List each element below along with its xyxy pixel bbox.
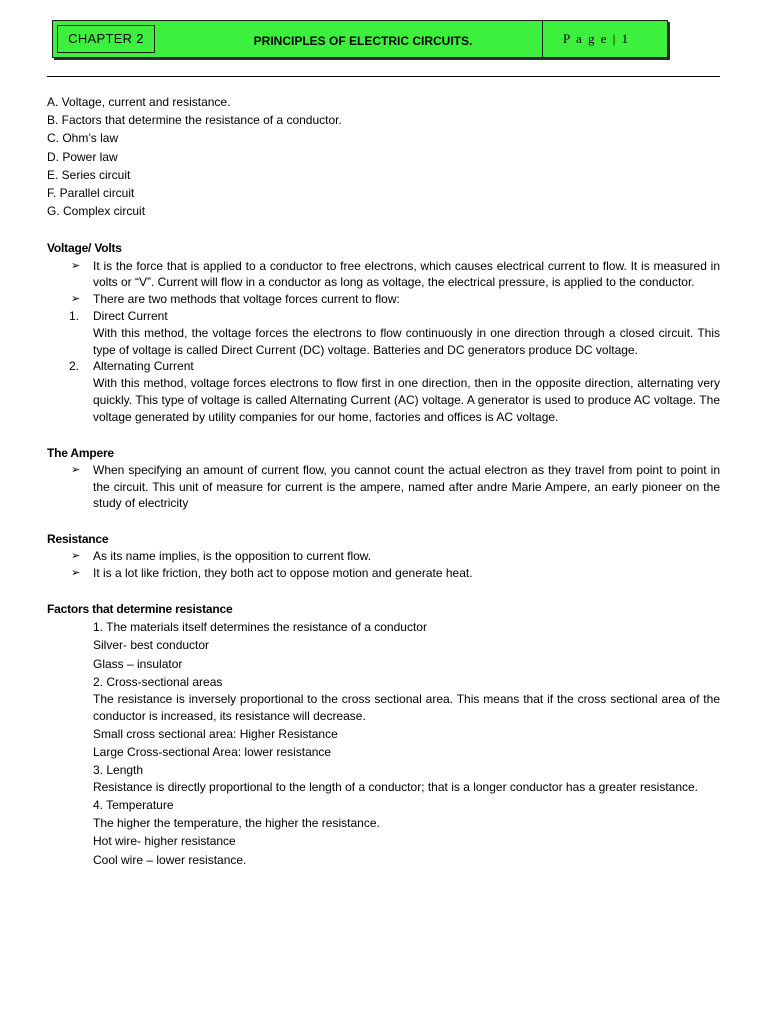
factor-line: The resistance is inversely proportional to the cross sectional area. This means that if the cross sectional area of the conductor is increased, its resistance will decrease. — [93, 692, 720, 723]
factor-line: The higher the temperature, the higher the resistance. — [93, 816, 380, 831]
method-item — [47, 358, 720, 375]
bullet-text: There are two methods that voltage forces current to flow: — [93, 292, 400, 307]
chapter-header — [52, 20, 668, 58]
section-title-resistance: Resistance — [47, 532, 109, 547]
method-item — [47, 308, 720, 325]
voltage-bullet — [47, 291, 720, 308]
section-title-voltage: Voltage/ Volts — [47, 241, 122, 256]
method-title: Direct Current — [93, 309, 168, 324]
arrow-bullet-icon: ➢ — [71, 259, 81, 272]
voltage-bullet — [47, 258, 720, 292]
outline-item: F. Parallel circuit — [47, 186, 135, 201]
arrow-bullet-icon: ➢ — [71, 550, 81, 563]
factor-line: Silver- best conductor — [93, 638, 210, 653]
arrow-bullet-icon: ➢ — [71, 567, 81, 580]
factor-line: Small cross sectional area: Higher Resistance — [93, 726, 338, 741]
bullet-text: When specifying an amount of current flow, you cannot count the actual electron as they travel from point to point in the circuit. This unit of measure for current is the ampere, named after andre Marie Ampere, an early pioneer on the study of electricity — [93, 462, 720, 511]
document-body — [47, 93, 720, 869]
factor-line: 3. Length — [93, 763, 144, 777]
method-description: With this method, the voltage forces the electrons to flow continuously in one direction through a closed circuit. This type of voltage is called Direct Current (DC) voltage. Batteries and DC generators produce DC voltage. — [93, 325, 720, 357]
factor-line: Large Cross-sectional Area: lower resistance — [93, 744, 332, 759]
outline-item: D. Power law — [47, 149, 118, 164]
chapter-title: PRINCIPLES OF ELECTRIC CIRCUITS. — [253, 34, 473, 48]
bullet-text: It is the force that is applied to a conductor to free electrons, which causes electrical current to flow. It is measured in volts or “V”. Current will flow in a conductor as long as voltage, the electrical pressure, is applied to the conductor. — [93, 258, 720, 290]
method-number: 2. — [69, 359, 80, 374]
arrow-bullet-icon: ➢ — [71, 293, 81, 306]
method-description: With this method, voltage forces electrons to flow first in one direction, then in the opposite direction, alternating very quickly. This type of voltage is called Alternating Current (AC) voltage. A generator is used to produce AC voltage. The voltage generated by utility companies for our home, factories and offices is AC voltage. — [93, 376, 720, 424]
outline-list — [47, 93, 720, 220]
outline-item: C. Ohm’s law — [47, 131, 119, 146]
outline-item: A. Voltage, current and resistance. — [47, 95, 231, 109]
factor-line: Hot wire- higher resistance — [93, 834, 236, 849]
outline-item: B. Factors that determine the resistance of a conductor. — [47, 113, 342, 128]
factor-line: 2. Cross-sectional areas — [93, 674, 223, 689]
ampere-bullet — [47, 462, 720, 512]
header-rule — [47, 76, 720, 77]
outline-item: G. Complex circuit — [47, 204, 146, 219]
section-title-factors: Factors that determine resistance — [47, 601, 233, 616]
bullet-text: It is a lot like friction, they both act to oppose motion and generate heat. — [93, 566, 473, 581]
outline-item: E. Series circuit — [47, 167, 131, 182]
factor-line: 4. Temperature — [93, 798, 174, 812]
arrow-bullet-icon: ➢ — [71, 463, 81, 476]
factor-line: Cool wire – lower resistance. — [93, 852, 247, 867]
method-title: Alternating Current — [93, 359, 194, 374]
factor-line: 1. The materials itself determines the resistance of a conductor — [93, 620, 427, 635]
factor-line: Resistance is directly proportional to the length of a conductor; that is a longer conductor has a greater resistance. — [93, 780, 699, 795]
resistance-bullet — [47, 548, 720, 565]
factor-line: Glass – insulator — [93, 656, 183, 671]
header-divider — [542, 21, 543, 57]
factors-list — [47, 618, 720, 869]
bullet-text: As its name implies, is the opposition to current flow. — [93, 549, 372, 564]
method-number: 1. — [69, 309, 80, 324]
page-number: P a g e | 1 — [563, 31, 630, 46]
resistance-bullet — [47, 565, 720, 582]
chapter-label: CHAPTER 2 — [57, 25, 155, 53]
section-title-ampere: The Ampere — [47, 445, 114, 460]
